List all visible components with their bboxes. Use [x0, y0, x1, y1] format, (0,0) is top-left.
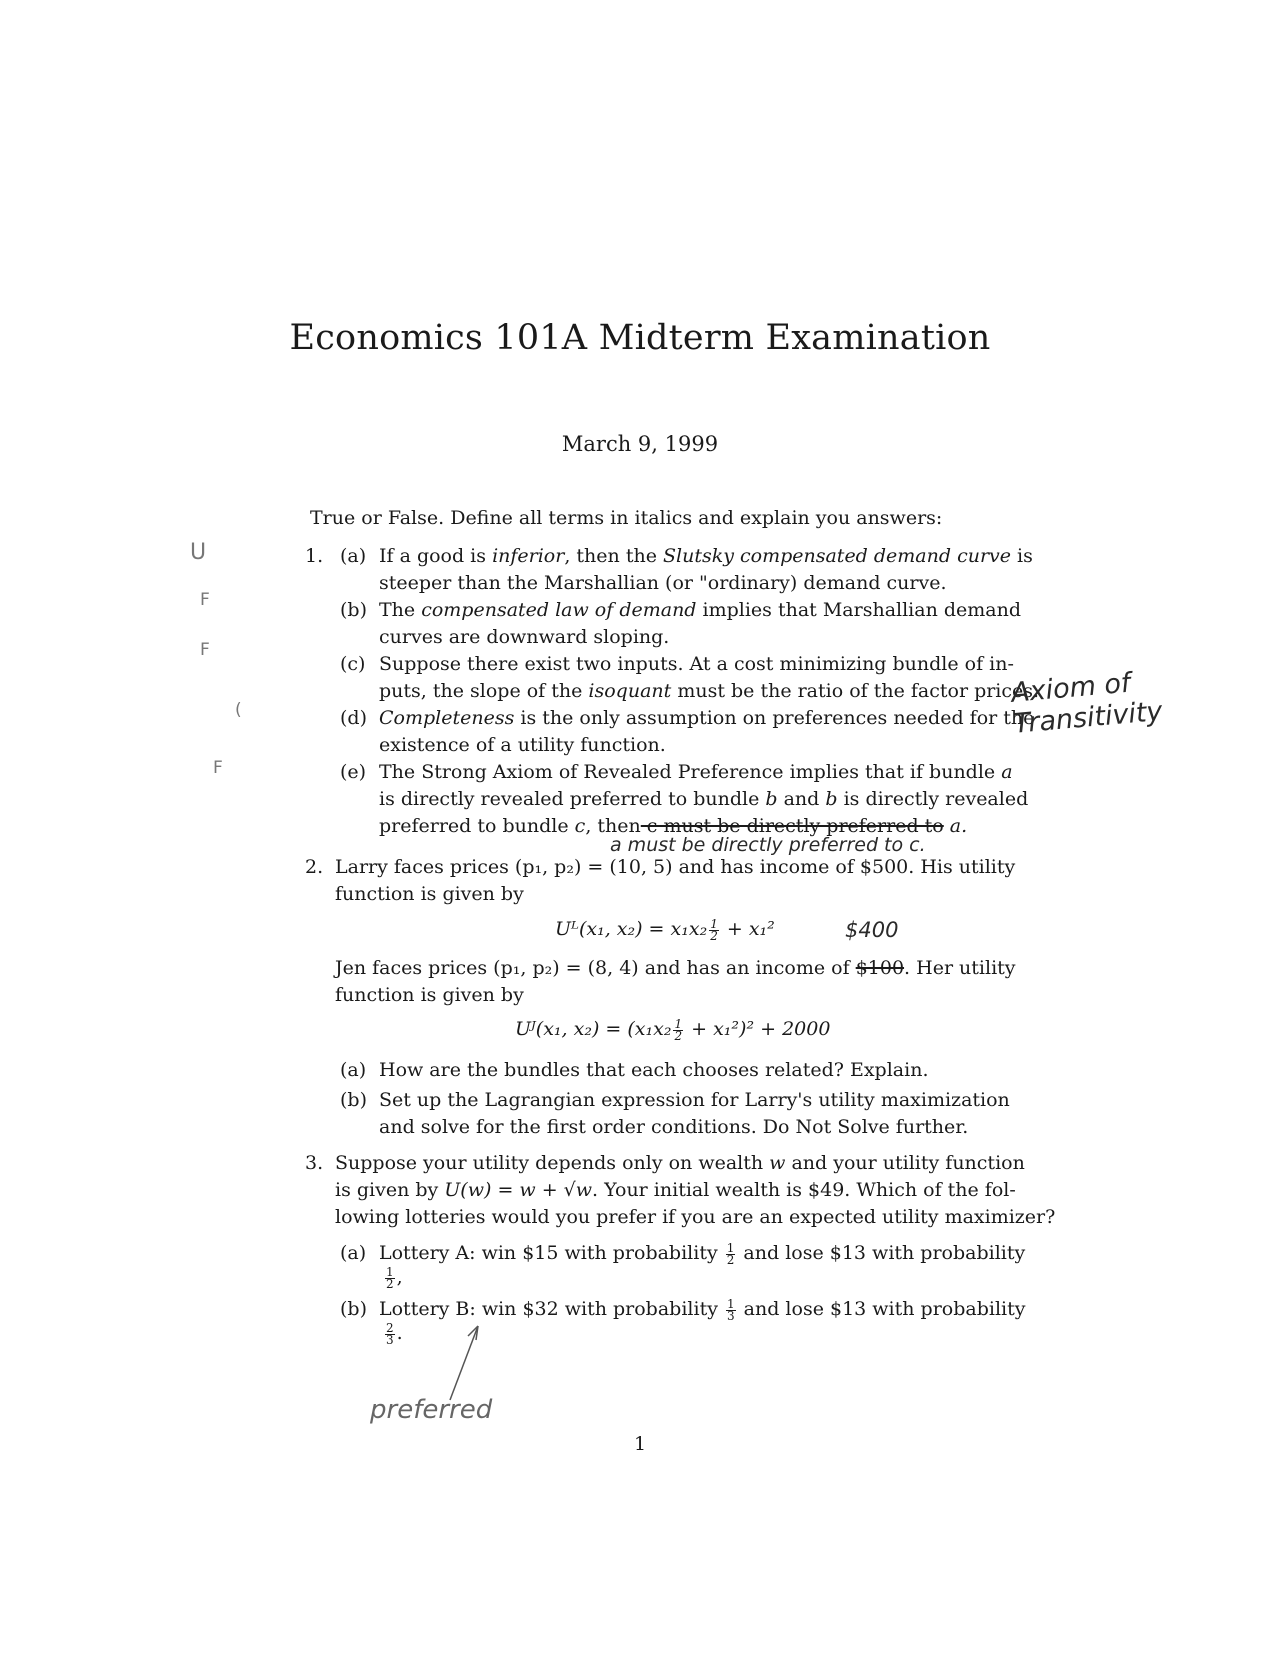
margin-mark-1: U: [190, 540, 207, 565]
larry-utility-equation: Uᴸ(x₁, x₂) = x₁x₂ $\frac{1}{2}$ + x₁²: [555, 916, 775, 943]
q1b-line1: The compensated law of demand implies that Marshallian demand: [379, 599, 1022, 621]
q2-jen-line2: function is given by: [335, 984, 524, 1006]
q2a-text: How are the bundles that each chooses related? Explain.: [379, 1059, 929, 1081]
q2-line2: function is given by: [335, 883, 524, 905]
q1c-line2: puts, the slope of the isoquant must be the ratio of the factor prices.: [379, 680, 1040, 702]
q3b-label: (b): [340, 1298, 367, 1320]
margin-mark-5: F: [213, 758, 223, 778]
q2b-label: (b): [340, 1089, 367, 1111]
q3b-line2: $\frac{2}{3}$ .: [386, 1320, 403, 1347]
q3-line2: is given by U(w) = w + √w. Your initial wealth is $49. Which of the fol-: [335, 1179, 1016, 1201]
handwritten-correction: a must be directly preferred to c.: [610, 834, 926, 856]
q2b-line1: Set up the Lagrangian expression for Larry's utility maximization: [379, 1089, 1010, 1111]
q2-line1: Larry faces prices (p₁, p₂) = (10, 5) and has income of $500. His utility: [335, 856, 1016, 878]
q2a-label: (a): [340, 1059, 367, 1081]
q3a-line2: $\frac{1}{2}$ ,: [386, 1264, 403, 1291]
q2b-line2: and solve for the first order conditions. Do Not Solve further.: [379, 1116, 969, 1138]
q1e-line3: preferred to bundle c, then c must be directly preferred to a.: [379, 815, 968, 837]
q1c-line1: Suppose there exist two inputs. At a cost minimizing bundle of in-: [379, 653, 1014, 675]
margin-mark-2: F: [200, 590, 210, 610]
q1d-line1: Completeness is the only assumption on preferences needed for the: [379, 707, 1035, 729]
q3a-label: (a): [340, 1242, 367, 1264]
q1e-label: (e): [340, 761, 367, 783]
page-number: 1: [633, 1433, 647, 1455]
half-exponent: $\frac{1}{2}$: [674, 1016, 683, 1043]
q1a-line1: If a good is inferior, then the Slutsky compensated demand curve is: [379, 545, 1033, 567]
q3a-line1: Lottery A: win $15 with probability $\frac{1}{2}$ and lose $13 with probability: [379, 1240, 1026, 1267]
instructions: True or False. Define all terms in italics and explain you answers:: [310, 507, 943, 529]
q1e-line2: is directly revealed preferred to bundle b and b is directly revealed: [379, 788, 1029, 810]
q2-number: 2.: [305, 856, 324, 878]
half-exponent: $\frac{1}{2}$: [710, 916, 718, 943]
q2-jen-line1: Jen faces prices (p₁, p₂) = (8, 4) and has an income of $100. Her utility: [335, 957, 1016, 979]
handwritten-preferred: preferred: [370, 1395, 493, 1425]
q1b-line2: curves are downward sloping.: [379, 626, 670, 648]
jen-utility-equation: Uᴶ(x₁, x₂) = (x₁x₂ $\frac{1}{2}$ + x₁²)² + 2000: [515, 1016, 831, 1043]
q3-line1: Suppose your utility depends only on wealth w and your utility function: [335, 1152, 1025, 1174]
handwritten-income: $400: [845, 918, 899, 942]
q1d-line2: existence of a utility function.: [379, 734, 666, 756]
q1a-line2: steeper than the Marshallian (or "ordinary) demand curve.: [379, 572, 947, 594]
struck-text: c must be directly preferred to: [640, 815, 944, 837]
q3b-line1: Lottery B: win $32 with probability $\frac{1}{3}$ and lose $13 with probability: [379, 1296, 1026, 1323]
q1d-label: (d): [340, 707, 367, 729]
q1c-label: (c): [340, 653, 366, 675]
q1a-label: (a): [340, 545, 367, 567]
q1e-line1: The Strong Axiom of Revealed Preference implies that if bundle a: [379, 761, 1013, 783]
q1-number: 1.: [305, 545, 324, 567]
exam-title: Economics 101A Midterm Examination: [289, 318, 991, 358]
exam-date: March 9, 1999: [561, 432, 719, 456]
q1b-label: (b): [340, 599, 367, 621]
handwritten-axiom-note: Axiom of Transitivity: [1010, 667, 1164, 740]
q3-line3: lowing lotteries would you prefer if you are an expected utility maximizer?: [335, 1206, 1056, 1228]
margin-mark-4: (: [235, 700, 242, 720]
q3-number: 3.: [305, 1152, 324, 1174]
margin-mark-3: F: [200, 640, 210, 660]
